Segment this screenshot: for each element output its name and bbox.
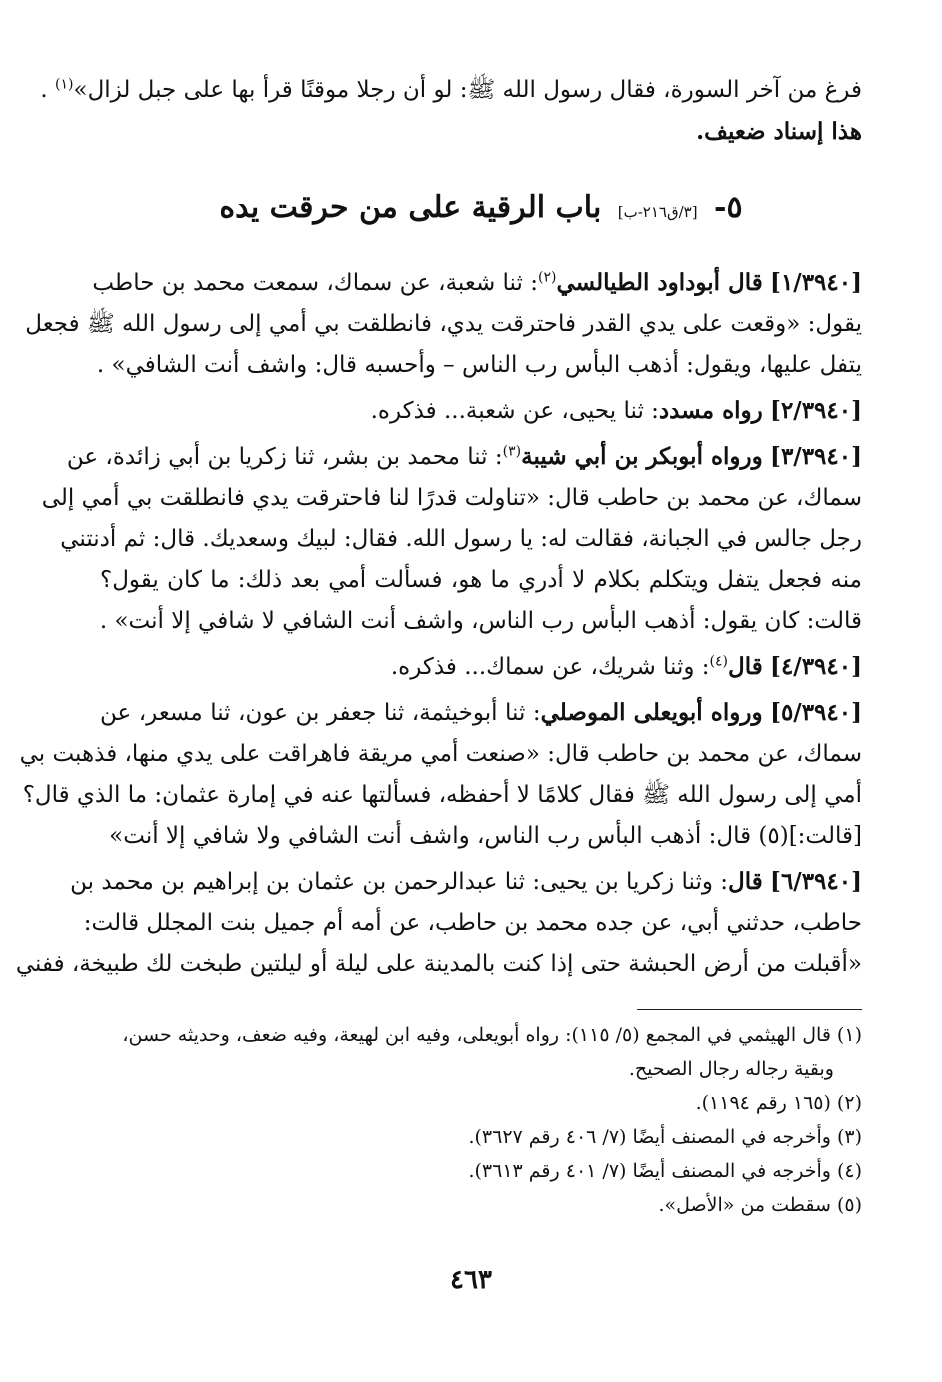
narrator-lead: قال [728, 868, 763, 895]
footnote-marker: (٢) [537, 269, 557, 286]
footnote-continuation: وبقية رجاله رجال الصحيح. [628, 1058, 834, 1080]
hadith-text: : وثنا شريك، عن سماك... فذكره. [390, 654, 710, 680]
footnote: (٤) وأخرجه في المصنف أيضًا (٧/ ٤٠١ رقم ٣٦١٣). [468, 1160, 862, 1182]
hadith-line: سماك، عن محمد بن حاطب قال: «صنعت أمي مريقة فاهراقت على يدي منها، فذهبت بي [19, 741, 862, 767]
grade-line: هذا إسناد ضعيف. [696, 118, 862, 145]
hadith-text: : ثنا أبوخيثمة، ثنا جعفر بن عون، ثنا مسعر، عن [100, 700, 541, 726]
chapter-title: باب الرقية على من حرقت يده [219, 190, 602, 225]
hadith-text: : ثنا يحيى، عن شعبة... فذكره. [370, 398, 659, 424]
intro-line [40, 70, 862, 111]
hadith-number: [٢/٣٩٤٠] [770, 397, 862, 424]
hadith-first-line [70, 861, 862, 903]
hadith-number: [٦/٣٩٤٠] [770, 868, 862, 895]
narrator-lead: ورواه أبوبكر بن أبي شيبة [521, 443, 763, 470]
footnote: (٥) سقطت من «الأصل». [658, 1194, 862, 1216]
hadith-entry [19, 692, 863, 857]
hadith-first-line [92, 262, 862, 304]
hadith-entry [100, 646, 862, 688]
hadith-first-line [100, 646, 862, 688]
footnote-marker: (٣) [502, 443, 522, 460]
footnote-divider [637, 1009, 862, 1010]
hadith-text: : وثنا زكريا بن يحيى: ثنا عبدالرحمن بن عثمان بن إبراهيم بن محمد بن [70, 869, 729, 895]
hadith-number: [١/٣٩٤٠] [770, 269, 862, 296]
hadith-number: [٤/٣٩٤٠] [770, 653, 862, 680]
hadith-entry [25, 262, 862, 386]
hadith-line: منه فجعل يتفل ويتكلم بكلام لا أدري ما هو، فسألت أمي بعد ذلك: ما كان يقول؟ [100, 567, 862, 593]
manuscript-ref: [٣/ق٢١٦-ب] [617, 203, 698, 221]
chapter-number: ٥- [714, 190, 743, 225]
narrator-lead: قال [728, 653, 763, 680]
hadith-line: قالت: كان يقول: أذهب البأس رب الناس، واشف أنت الشافي لا شافي إلا أنت» . [99, 608, 862, 634]
intro-text: فرغ من آخر السورة، فقال رسول الله ﷺ: لو أن رجلا موقنًا قرأ بها على جبل لزال» [73, 77, 862, 103]
narrator-lead: ورواه أبويعلى الموصلي [540, 699, 763, 726]
intro-tail: . [40, 77, 56, 103]
narrator-lead: قال أبوداود الطيالسي [556, 269, 763, 296]
hadith-first-line [100, 692, 862, 734]
hadith-line: حاطب، حدثني أبي، عن جده محمد بن حاطب، عن أمه أم جميل بنت المجلل قالت: [83, 910, 862, 936]
page-number: ٤٦٣ [450, 1265, 492, 1295]
hadith-entry [100, 390, 862, 432]
footnote-marker: (٤) [709, 653, 729, 670]
hadith-first-line [100, 390, 862, 432]
hadith-number: [٣/٣٩٤٠] [770, 443, 862, 470]
hadith-number: [٥/٣٩٤٠] [770, 699, 863, 726]
hadith-entry [15, 861, 862, 985]
hadith-text: : ثنا محمد بن بشر، ثنا زكريا بن أبي زائدة، عن [66, 444, 503, 470]
footnote: (٣) وأخرجه في المصنف أيضًا (٧/ ٤٠٦ رقم ٣٦٢٧). [468, 1126, 862, 1148]
hadith-line: أمي إلى رسول الله ﷺ فقال كلامًا لا أحفظه، فسألتها عنه في إمارة عثمان: ما الذي قال؟ [22, 782, 862, 808]
hadith-line: يتفل عليها، ويقول: أذهب البأس رب الناس – وأحسبه قال: واشف أنت الشافي» . [96, 352, 862, 378]
footnote: (٢) (١٦٥ رقم ١١٩٤). [695, 1092, 862, 1114]
chapter-heading [100, 186, 862, 234]
hadith-line: «أقبلت من أرض الحبشة حتى إذا كنت بالمدينة على ليلة أو ليلتين طبخت لك طبيخة، ففني [15, 951, 862, 977]
hadith-first-line [66, 436, 862, 478]
hadith-entry [41, 436, 862, 642]
hadith-line: رجل جالس في الجبانة، فقالت له: يا رسول الله. فقال: لبيك وسعديك. قال: ثم أدنتني [60, 526, 862, 552]
hadith-list [15, 262, 863, 985]
hadith-line: [قالت:](٥) قال: أذهب البأس رب الناس، واشف أنت الشافي ولا شافي إلا أنت» [109, 823, 862, 849]
hadith-line: يقول: «وقعت على يدي القدر فاحترقت يدي، فانطلقت بي أمي إلى رسول الله ﷺ فجعل [25, 311, 862, 337]
intro-block [40, 70, 862, 152]
hadith-line: سماك، عن محمد بن حاطب قال: «تناولت قدرًا لنا فاحترقت يدي فانطلقت بي أمي إلى [41, 485, 862, 511]
narrator-lead: رواه مسدد [658, 397, 763, 424]
hadith-text: : ثنا شعبة، عن سماك، سمعت محمد بن حاطب [92, 270, 538, 296]
footnotes [100, 1018, 862, 1222]
footnote-marker: (١) [55, 76, 74, 93]
footnote: (١) قال الهيثمي في المجمع (٥/ ١١٥): رواه أبويعلى، وفيه ابن لهيعة، وفيه ضعف، وحديثه حسن، [122, 1024, 862, 1046]
